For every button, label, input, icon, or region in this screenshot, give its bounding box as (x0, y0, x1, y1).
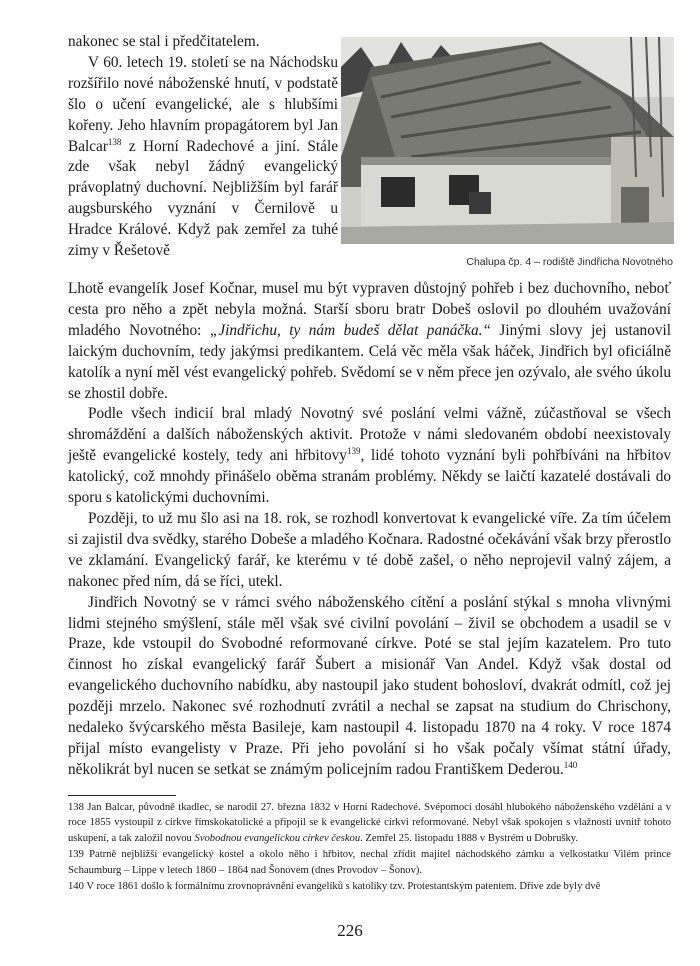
paragraph-text: z Horní Radechové a jiní. Stále zde však nebyl žádný evangelický právoplatný duchovní. Nejbližším byl farář augsburského vyznání v Černilově u Hradce Králové. Když pak zemřel za tuhé zimy v Řešetově (68, 137, 338, 260)
cottage-illustration (341, 37, 674, 244)
footnote-italic: Svobodnou evangelickou církev českou (194, 832, 361, 844)
paragraph-text: Jindřich Novotný se v rámci svého náboženského cítění a poslání stýkal s mnoha vlivnými lidmi stejného smýšlení, stále měl však své civilní povolání – živil se obchodem a usadil se v Praze, kde vstoupil do Svobodné reformované církve. Poté se stal jejím kazatelem. Pro tuto činnost ho získal evangelický farář Šubert a misionář Van Andel. Když však dostal od evangelického duchovního nabídku, aby nastoupil jako student bohosloví, dvakrát odmítl, což jej později mrzelo. Nakonec své rozhodnutí zvrátil a nechal se zapsat na studium do Chrischony, nedaleko švýcarského města Basileje, kam nastoupil 4. listopadu 1870 na 4 roky. V roce 1874 přijal místo evangelisty v Praze. Při jeho povolání si ho však počaly všímat státní úřady, několikrát byl nucen se setkat se známým policejním radou Františkem (68, 593, 671, 778)
paragraph-line: nakonec se stal i předčitatelem. (68, 33, 260, 50)
paragraph (68, 404, 671, 509)
paragraph-text: Později, to už mu šlo asi na 18. rok, se rozhodl konvertovat k evangelické víře. Za tím účelem si zajistil dva svědky, starého Dobeše a mladého Kočnara. Radostné očekávání však brzy přerostlo ve zklamání. Evangelický farář, ke kterému v té době zašel, o něho neprojevil valný zájem, a nakonec před ním, dá se říci, utekl. (68, 509, 671, 590)
text-column-top (68, 32, 338, 262)
paragraph (68, 509, 671, 593)
paragraph-text: Dederou. (507, 760, 564, 778)
footnote-number: 138 (68, 802, 84, 813)
footnote-ref-140[interactable]: 140 (563, 759, 578, 770)
footnote-ref-139[interactable]: 139 (346, 446, 361, 457)
footnotes (68, 800, 671, 895)
paragraph-text: Podle všech indicií bral mladý Novotný své poslání velmi vážně, zúčastňoval se všech shromáždění a dalších náboženských aktivit. Protože v námi sledovaném období neexistovaly ještě evangelické kostely, tedy ani hřbitovy (68, 405, 671, 465)
cottage-photo (341, 37, 674, 244)
main-text (68, 279, 671, 781)
footnote-separator (68, 795, 176, 796)
footnote-138 (68, 800, 671, 846)
footnote-text: Patrně nejbližší evangelický kostel a okolo něho i hřbitov, nechal zřídit majitel náchodského zámku a velkostatku Vilém prince Schaumburg – Lippe v letech 1860 – 1864 nad Šonovem (dnes Provodov – Šonov). (68, 849, 671, 876)
footnote-text: . Zemřel 25. listopadu 1888 v Bystrém u Dobrušky. (360, 832, 579, 844)
paragraph-text: , lidé tohoto vyznání byli pohřbíváni na hřbitov katolický, což mnohdy přinášelo oběma stranám problémy. Někdy se laičtí kazatelé dostávali do sporu s katolickými duchovními. (68, 447, 671, 507)
photo-caption: Chalupa čp. 4 – rodiště Jindřicha Novotného (466, 256, 673, 268)
footnote-ref-138[interactable]: 138 (107, 136, 122, 147)
paragraph (68, 279, 671, 404)
page-number: 226 (337, 921, 363, 940)
quote-text: „Jindřichu, ty nám budeš dělat panáčka.“ (209, 321, 491, 339)
footnote-number: 140 (68, 881, 84, 893)
paragraph-text: Lhotě evangelík Josef Kočnar, musel mu být vypraven důstojný pohřeb i bez duchovního, neboť cesta pro něho a zpět nebyla možná. Starší sboru bratr Dobeš oslovil po dlouhém uvažování mladého Novotného: (68, 280, 671, 339)
footnote-text: Jan Balcar, původně tkadlec, se narodil 27. března 1832 v Horní Radechové. Svépomocí dosáhl hlubokého náboženského vzdělání a v roce 1855 vystoupil z církve římskokatolické a připojil se k evangelické církvi reformované. Nebyl však spokojen s vlažností uvnitř tohoto uskupení, a tak založil novou (68, 802, 671, 844)
paragraph (68, 53, 338, 262)
paragraph (68, 593, 671, 781)
paragraph-text: Jinými slovy jej ustanovil laickým duchovním, tedy jakýmsi predikantem. Celá věc měla však háček, Jindřich byl oficiálně katolík a nyní měl vést evangelický pohřeb. Svědomí se v něm přece jen ozývalo, ale svého úkolu se zhostil dobře. (68, 321, 671, 402)
footnote-text: V roce 1861 došlo k formálnímu zrovnoprávnění evangelíků s katolíky tzv. Protestantským patentem. Dříve zde byly dvě (83, 881, 601, 893)
footnote-number: 139 (68, 849, 84, 861)
footnote-140 (68, 879, 671, 894)
paragraph-text: V 60. letech 19. století se na Náchodsku rozšířilo nové náboženské hnutí, v podstatě šlo o učení evangelické, ale s hlubšími kořeny. Jeho hlavním propagátorem byl Jan Balcar (68, 53, 338, 155)
footnote-139 (68, 847, 671, 878)
